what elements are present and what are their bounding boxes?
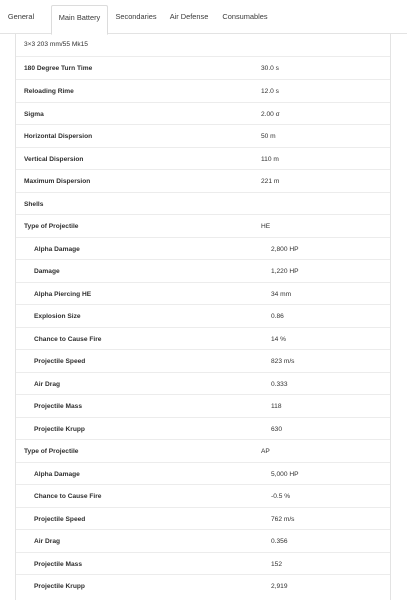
he-row-explosion-size	[16, 304, 390, 327]
stat-row-sigma	[16, 102, 390, 124]
stat-value: 5,000 HP	[271, 471, 299, 478]
stat-label: Alpha Damage	[34, 471, 80, 478]
gun-name: 3×3 203 mm/55 Mk15	[24, 41, 88, 48]
he-row-alpha-damage	[16, 237, 390, 259]
stat-value: 0.86	[271, 313, 284, 320]
stat-row-gun	[16, 34, 390, 56]
ap-row-projectile-krupp	[16, 574, 390, 600]
stat-label: Reloading Rime	[24, 88, 74, 95]
tab-air-defense[interactable]: Air Defense	[169, 12, 209, 21]
stat-value: 2,919	[271, 583, 288, 590]
stat-label: Maximum Dispersion	[24, 178, 91, 185]
ap-row-alpha-damage	[16, 462, 390, 484]
stat-label: Alpha Damage	[34, 246, 80, 253]
he-row-air-drag	[16, 372, 390, 394]
stat-value: 0.356	[271, 538, 288, 545]
stat-label: Horizontal Dispersion	[24, 133, 93, 140]
stat-label: Chance to Cause Fire	[34, 493, 102, 500]
stat-value: 12.0 s	[261, 88, 279, 95]
stat-value: 1,220 HP	[271, 268, 299, 275]
stat-label: Sigma	[24, 111, 44, 118]
stat-value: 2,800 HP	[271, 246, 299, 253]
tab-consumables[interactable]: Consumables	[222, 12, 268, 21]
stat-value: 823 m/s	[271, 358, 295, 365]
he-row-alpha-piercing	[16, 282, 390, 304]
stat-value: 34 mm	[271, 291, 292, 298]
he-row-projectile-speed	[16, 349, 390, 372]
stat-row-projectile-type-ap	[16, 439, 390, 462]
stat-label: Air Drag	[34, 381, 61, 388]
stat-row-turn-time	[16, 56, 390, 79]
stat-value: 14 %	[271, 336, 287, 343]
stat-label: 180 Degree Turn Time	[24, 65, 93, 72]
tab-secondaries[interactable]: Secondaries	[115, 12, 157, 21]
stat-value: HE	[261, 223, 271, 230]
stat-row-maximum-dispersion	[16, 169, 390, 192]
stat-label: Air Drag	[34, 538, 61, 545]
stat-label: Projectile Mass	[34, 561, 83, 568]
stat-label: Alpha Piercing HE	[34, 291, 92, 298]
he-row-projectile-krupp	[16, 417, 390, 439]
stat-label: Chance to Cause Fire	[34, 336, 102, 343]
stat-value: 762 m/s	[271, 516, 295, 523]
stat-value: 152	[271, 561, 283, 568]
stat-label: Vertical Dispersion	[24, 156, 84, 163]
stat-value: 2.00 σ	[261, 111, 280, 118]
stat-value: 630	[271, 426, 283, 433]
stat-label: Type of Projectile	[24, 223, 79, 230]
tab-main-battery[interactable]: Main Battery	[51, 5, 108, 35]
stat-label: Projectile Krupp	[34, 583, 85, 590]
ap-row-projectile-mass	[16, 552, 390, 574]
ap-row-air-drag	[16, 529, 390, 552]
stat-value: 110 m	[261, 156, 279, 163]
he-row-fire-chance	[16, 327, 390, 349]
stat-label: Projectile Mass	[34, 403, 83, 410]
tab-general[interactable]: General	[7, 12, 35, 21]
he-row-projectile-mass	[16, 394, 390, 417]
tab-bar	[0, 0, 407, 34]
stat-label: Projectile Speed	[34, 516, 86, 523]
stat-label: Type of Projectile	[24, 448, 79, 455]
stat-row-reload	[16, 79, 390, 102]
shells-heading: Shells	[24, 201, 44, 208]
main-battery-panel	[15, 34, 391, 600]
stat-value: AP	[261, 448, 270, 455]
stat-value: 0.333	[271, 381, 288, 388]
stat-value: 50 m	[261, 133, 276, 140]
stat-row-shells	[16, 192, 390, 214]
stat-row-vertical-dispersion	[16, 147, 390, 169]
stat-row-projectile-type-he	[16, 214, 390, 237]
he-row-damage	[16, 259, 390, 282]
stat-label: Projectile Krupp	[34, 426, 85, 433]
stat-value: 118	[271, 403, 282, 410]
stat-value: -0.5 %	[271, 493, 291, 500]
stat-label: Damage	[34, 268, 60, 275]
stat-label: Projectile Speed	[34, 358, 86, 365]
ap-row-projectile-speed	[16, 507, 390, 529]
ap-row-fire-chance	[16, 484, 390, 507]
stat-label: Explosion Size	[34, 313, 81, 320]
stat-value: 30.0 s	[261, 65, 279, 72]
stat-row-horizontal-dispersion	[16, 124, 390, 147]
stat-value: 221 m	[261, 178, 280, 185]
